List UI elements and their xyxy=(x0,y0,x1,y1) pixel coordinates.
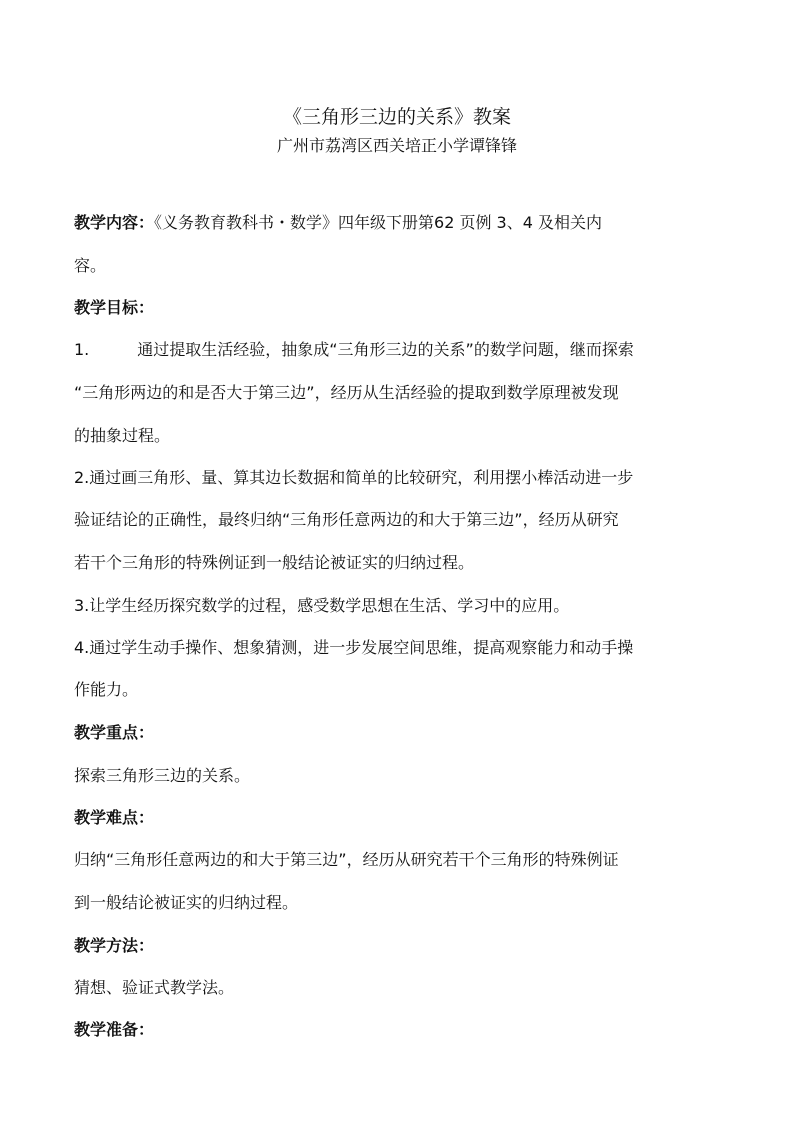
goal-1-line-3: 的抽象过程。 xyxy=(74,426,171,445)
difficulty-line-2: 到一般结论被证实的归纳过程。 xyxy=(74,893,299,912)
key-point-heading: 教学重点： xyxy=(74,723,155,742)
goal-1-line-2: “三角形两边的和是否大于第三边”，经历从生活经验的提取到数学原理被发现 xyxy=(74,383,619,402)
goal-1-text: 通过提取生活经验，抽象成“三角形三边的关系”的数学问题，继而探索 xyxy=(137,340,634,359)
goal-4-line-2: 作能力。 xyxy=(74,680,139,699)
key-point-text: 探索三角形三边的关系。 xyxy=(74,766,251,785)
goal-1-line-1 xyxy=(74,328,726,371)
difficulty-heading: 教学难点： xyxy=(74,808,155,827)
preparation-heading: 教学准备： xyxy=(74,1020,155,1039)
goals-heading: 教学目标： xyxy=(74,298,155,317)
content-line-1 xyxy=(74,201,726,244)
goal-4-line-1: 4.通过学生动手操作、想象猜测，进一步发展空间思维，提高观察能力和动手操 xyxy=(74,638,634,657)
goal-1-number: 1. xyxy=(74,340,90,359)
document-author: 广州市荔湾区西关培正小学谭锋锋 xyxy=(276,136,517,155)
difficulty-line-1: 归纳“三角形任意两边的和大于第三边”，经历从研究若干个三角形的特殊例证 xyxy=(74,850,619,869)
goal-3-line-1: 3.让学生经历探究数学的过程，感受数学思想在生活、学习中的应用。 xyxy=(74,596,570,615)
goal-2-line-1: 2.通过画三角形、量、算其边长数据和简单的比较研究，利用摆小棒活动进一步 xyxy=(74,468,634,487)
goal-2-line-2: 验证结论的正确性，最终归纳“三角形任意两边的和大于第三边”，经历从研究 xyxy=(74,510,619,529)
content-label: 教学内容： xyxy=(74,213,155,232)
method-heading: 教学方法： xyxy=(74,936,155,955)
goal-2-line-3: 若干个三角形的特殊例证到一般结论被证实的归纳过程。 xyxy=(74,553,475,572)
document-title: 《三角形三边的关系》教案 xyxy=(282,106,511,128)
method-text: 猜想、验证式教学法。 xyxy=(74,978,235,997)
content-text: 《义务教育教科书・数学》四年级下册第62 页例 3、4 及相关内 xyxy=(154,213,602,232)
content-line-2: 容。 xyxy=(74,256,107,275)
